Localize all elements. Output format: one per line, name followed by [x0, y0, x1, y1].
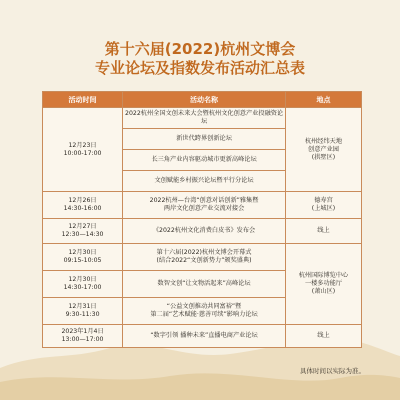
row4-time: 12月30日 09:15-10:05: [43, 244, 123, 271]
row2-name: 2022杭州—台湾“创意对话创新”雅集暨 两岸文化创意产业交流对接会: [123, 192, 286, 219]
row4-place: 杭州国际博览中心 一楼多功能厅 (萧山区): [286, 244, 362, 325]
row3-time: 12月27日 12:30—14:30: [43, 219, 123, 244]
row7-place: 线上: [286, 325, 362, 348]
row3-place: 线上: [286, 219, 362, 244]
row1-name-1: 2022杭州全国文创未来大会暨杭州文化创意产业投融资论坛: [123, 108, 286, 129]
row6-name: “公益文创推动共同富裕”暨 第二届“艺术赋能·慈善可续”影响力论坛: [123, 298, 286, 325]
row5-time: 12月30日 14:30-17:00: [43, 271, 123, 298]
row4-name: 第十六届(2022)杭州文博会开幕式 (结合2022“文创新势力”颁奖盛典): [123, 244, 286, 271]
page-title: [0, 40, 400, 78]
table-row: [43, 244, 362, 271]
table-row: [43, 325, 362, 348]
row2-place: 德寿宫 (上城区): [286, 192, 362, 219]
row1-name-3: 长三角产业内容驱动城市更新高峰论坛: [123, 150, 286, 171]
title-line-2: 专业论坛及指数发布活动汇总表: [94, 59, 305, 77]
row1-time: 12月23日 10:00-17:00: [43, 108, 123, 192]
title-line-1: 第十六届(2022)杭州文博会: [104, 40, 296, 58]
row1-name-2: 新世代跨界创新论坛: [123, 129, 286, 150]
row1-name-4: 文创赋能乡村振兴论坛暨平行分论坛: [123, 171, 286, 192]
table-row: [43, 108, 362, 129]
row2-time: 12月26日 14:30-16:00: [43, 192, 123, 219]
table-row: [43, 219, 362, 244]
row3-name: 《2022杭州文化消费白皮书》发布会: [123, 219, 286, 244]
table-header-row: [43, 92, 362, 108]
event-schedule-table: [42, 91, 362, 348]
header-time: 活动时间: [43, 92, 123, 108]
header-name: 活动名称: [123, 92, 286, 108]
row6-time: 12月31日 9:30-11:30: [43, 298, 123, 325]
row7-time: 2023年1月4日 13:00—17:00: [43, 325, 123, 348]
row5-name: 数智文创“让文物活起来”高峰论坛: [123, 271, 286, 298]
header-place: 地点: [286, 92, 362, 108]
row7-name: “数字引领 播种未来”直播电商产业论坛: [123, 325, 286, 348]
footnote: 具体时间以实际为准。: [300, 367, 365, 375]
table-row: [43, 192, 362, 219]
row1-place: 杭州经纬天地 创意产业园 (拱墅区): [286, 108, 362, 192]
